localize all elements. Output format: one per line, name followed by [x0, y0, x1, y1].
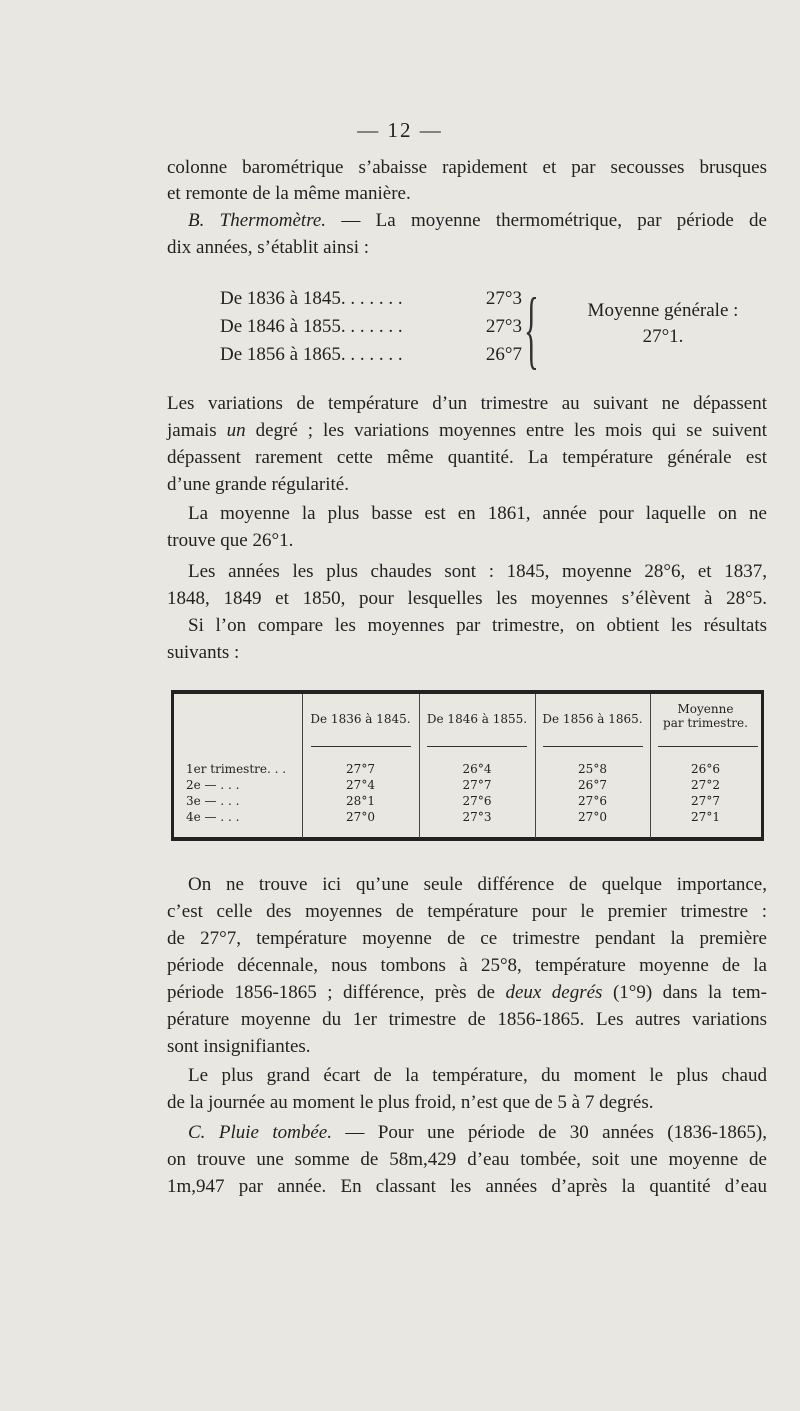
table-cell: 26°6 [691, 762, 720, 776]
text-line: de la journée au moment le plus froid, n’est que de 5 à 7 degrés. [167, 1092, 654, 1113]
average-value: 26°7 [485, 344, 522, 365]
table-cell: 28°1 [346, 794, 375, 808]
average-period: De 1856 à 1865. . . . . . . [220, 344, 403, 365]
moyenne-generale [553, 298, 773, 350]
row-label: 3e — . . . [186, 794, 240, 808]
text-line [188, 1122, 767, 1144]
header-line: Moyenne [677, 702, 734, 716]
text-line: Le plus grand écart de la température, du moment le plus chaud [188, 1065, 767, 1086]
header-rule [658, 746, 758, 747]
text-line: on trouve une somme de 58m,429 d’eau tombée, soit une moyenne de [167, 1149, 767, 1170]
emphasis: un [226, 420, 246, 441]
column-header: De 1856 à 1865. [542, 712, 643, 726]
moyenne-generale-label: Moyenne générale : [587, 300, 739, 321]
section-label: B. Thermomètre. [188, 210, 327, 231]
header-line: par trimestre. [663, 716, 748, 730]
average-period: De 1836 à 1845. . . . . . . [220, 288, 403, 309]
text-line: Les variations de température d’un trimestre au suivant ne dépassent [167, 393, 767, 414]
text-line: colonne barométrique s’abaisse rapidement et par secousses brusques [167, 157, 767, 178]
table-cell: 27°4 [346, 778, 375, 792]
text-line: 1m,947 par année. En classant les années d’après la quantité d’eau [167, 1176, 767, 1197]
header-rule [427, 746, 527, 747]
text-line: dépassent rarement cette même quantité. La température générale est [167, 447, 767, 468]
text-line: La moyenne la plus basse est en 1861, année pour laquelle on ne [188, 503, 767, 524]
text-line [167, 420, 767, 442]
column-header: De 1836 à 1845. [310, 712, 411, 726]
table-cell: 27°7 [462, 778, 492, 792]
text-span: jamais [167, 420, 227, 441]
table-cell: 27°3 [462, 810, 492, 824]
text-line: Les années les plus chaudes sont : 1845, moyenne 28°6, et 1837, [188, 561, 767, 582]
table-cell: 26°7 [578, 778, 607, 792]
text-span: — La moyenne thermométrique, par période de [326, 210, 767, 231]
row-label: 2e — . . . [186, 778, 240, 792]
emphasis: deux degrés [505, 982, 603, 1003]
text-span: — Pour une période de 30 années (1836-1865), [331, 1122, 767, 1143]
text-line: 1848, 1849 et 1850, pour lesquelles les moyennes s’élèvent à 28°5. [167, 588, 767, 609]
average-value: 27°3 [485, 288, 522, 309]
table-cell: 27°0 [346, 810, 375, 824]
table-cell: 27°2 [691, 778, 720, 792]
table-cell: 25°8 [578, 762, 607, 776]
column-header [650, 702, 761, 730]
text-line: période décennale, nous tombons à 25°8, température moyenne de la [167, 955, 767, 976]
text-line: Si l’on compare les moyennes par trimestre, on obtient les résultats [188, 615, 767, 636]
text-line [188, 210, 767, 232]
table-cell: 27°7 [346, 762, 375, 776]
section-label: C. Pluie tombée. [188, 1122, 332, 1143]
table-cell: 27°7 [691, 794, 720, 808]
average-row [220, 288, 522, 310]
row-label: 1er trimestre. . . [186, 762, 287, 776]
text-line: sont insignifiantes. [167, 1036, 311, 1057]
text-line: de 27°7, température moyenne de ce trimestre pendant la première [167, 928, 767, 949]
text-span: degré ; les variations moyennes entre les mois qui se suivent [245, 420, 767, 441]
table-cell: 27°0 [578, 810, 607, 824]
average-row [220, 344, 522, 366]
table-cell: 27°6 [462, 794, 492, 808]
average-row [220, 316, 522, 338]
average-value: 27°3 [485, 316, 522, 337]
table-cell: 27°1 [691, 810, 720, 824]
moyenne-generale-value: 27°1. [642, 326, 684, 347]
text-line [167, 982, 767, 1004]
text-line: trouve que 26°1. [167, 530, 294, 551]
row-label: 4e — . . . [186, 810, 240, 824]
text-line: d’une grande régularité. [167, 474, 349, 495]
text-span: période 1856-1865 ; différence, près de [167, 982, 506, 1003]
text-line: et remonte de la même manière. [167, 183, 411, 204]
column-header: De 1846 à 1855. [426, 712, 528, 726]
text-line: suivants : [167, 642, 240, 663]
average-period: De 1846 à 1855. . . . . . . [220, 316, 403, 337]
header-rule [311, 746, 411, 747]
quarterly-table [171, 690, 764, 841]
table-cell: 27°6 [578, 794, 607, 808]
text-line: c’est celle des moyennes de température pour le premier trimestre : [167, 901, 767, 922]
table-cell: 26°4 [462, 762, 492, 776]
page-number: — 12 — [357, 118, 443, 142]
brace-symbol: { [524, 281, 539, 378]
text-span: (1°9) dans la tem- [602, 982, 767, 1003]
text-line: pérature moyenne du 1er trimestre de 1856-1865. Les autres variations [167, 1009, 767, 1030]
text-line: dix années, s’établit ainsi : [167, 237, 370, 258]
header-rule [543, 746, 643, 747]
text-line: On ne trouve ici qu’une seule différence de quelque importance, [188, 874, 767, 895]
